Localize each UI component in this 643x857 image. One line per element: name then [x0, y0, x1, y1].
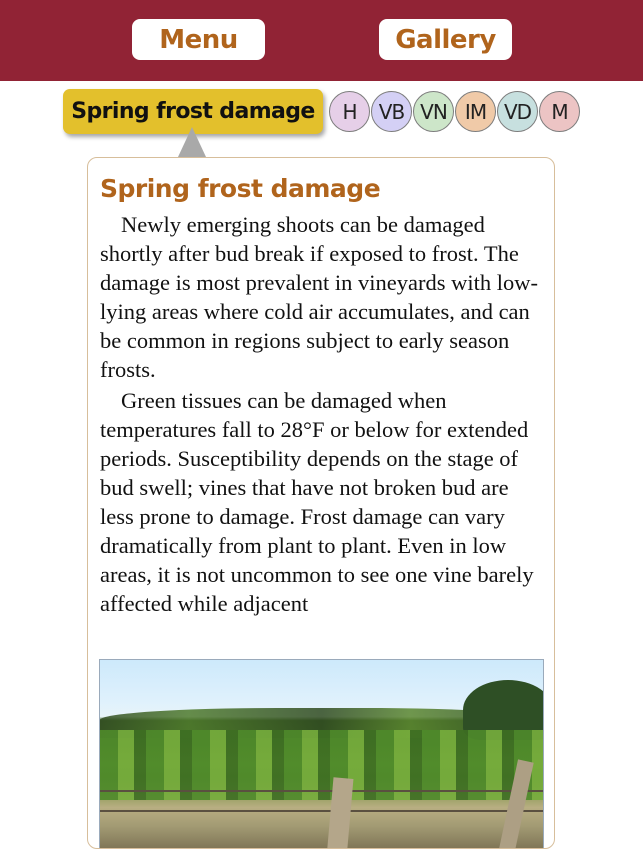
article-title: Spring frost damage	[100, 174, 381, 203]
photo-trellis-wire	[100, 790, 543, 792]
article-paragraph: Green tissues can be damaged when temperatures fall to 28°F or below for extended periods. Susceptibility depends on the stage of bud swell; vines that have not broken bud are less prone to damage. Frost damage can vary dramatically from plant to plant. Even in low areas, it is not uncommon to see one vine barely affected while adjacent	[100, 388, 534, 616]
menu-button[interactable]: Menu	[132, 19, 265, 60]
category-vd-button[interactable]: VD	[497, 91, 538, 132]
vineyard-photo[interactable]	[99, 659, 544, 849]
category-vn-button[interactable]: VN	[413, 91, 454, 132]
category-m-button[interactable]: M	[539, 91, 580, 132]
category-h-button[interactable]: H	[329, 91, 370, 132]
header-bar	[0, 0, 643, 81]
gallery-button[interactable]: Gallery	[379, 19, 512, 60]
category-vb-button[interactable]: VB	[371, 91, 412, 132]
article-card[interactable]	[87, 157, 555, 849]
article-paragraph: Newly emerging shoots can be damaged shortly after bud break if exposed to frost. The damage is most prevalent in vineyards with low-lying areas where cold air accumulates, and can be common in regions subject to early season frosts.	[100, 212, 539, 382]
article-body	[100, 210, 545, 620]
topic-title-pill: Spring frost damage	[63, 89, 323, 134]
category-im-button[interactable]: IM	[455, 91, 496, 132]
category-circles	[329, 91, 580, 132]
pointer-arrow-icon	[178, 127, 206, 157]
photo-trellis-wire	[100, 810, 543, 812]
